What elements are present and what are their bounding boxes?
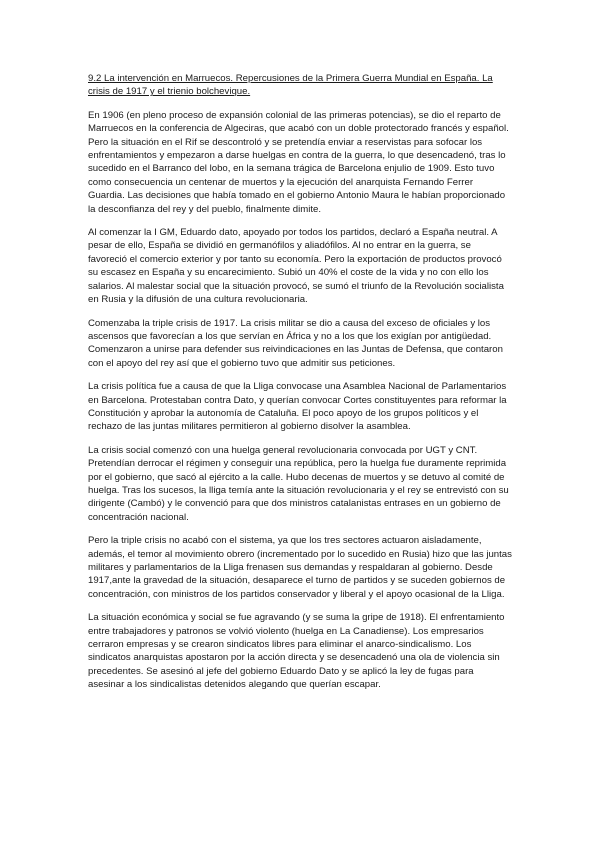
paragraph-crisis-social: La crisis social comenzó con una huelga general revolucionaria convocada por UGT y CNT. Pretendían derrocar el régimen y conseguir una república, pero la huelga fue duramente reprimida por el gobierno, que sacó al ejército a la calle. Hubo decenas de muertos y se detuvo al comité de huelga. Tras los sucesos, la lliga temía ante la situación revolucionaria y el rey se entrevistó con su dirigente (Cambó) y le convenció para que dos ministros catalanistas entrases en un gobierno de concentración nacional. <box>88 444 509 523</box>
section-heading: 9.2 La intervención en Marruecos. Repercusiones de la Primera Guerra Mundial en España. La crisis de 1917 y el trienio bolchevique. <box>88 73 493 98</box>
paragraph-crisis-militar: Comenzaba la triple crisis de 1917. La crisis militar se dio a causa del exceso de oficiales y los ascensos que favorecían a los que servían en África y no a los que los exigían por antigüedad. Comenzaron a unirse para defender sus reivindicaciones en las Juntas de Defensa, que contaron con el apoyo del rey así que el gobierno tuvo que admitir sus peticiones. <box>88 317 503 369</box>
paragraph-crisis-politica: La crisis política fue a causa de que la Lliga convocase una Asamblea Nacional de Parlamentarios en Barcelona. Protestaban contra Dato, y querían convocar Cortes constituyentes para reformar la Constitución y aprobar la autonomía de Cataluña. El poco apoyo de los grupos políticos y el rechazo de las juntas militares permitieron al gobierno disolver la asamblea. <box>88 381 507 433</box>
paragraph-marruecos: En 1906 (en pleno proceso de expansión colonial de las primeras potencias), se dio el reparto de Marruecos en la conferencia de Algeciras, que acabó con un doble protectorado francés y español. Pero la situación en el Rif se descontroló y se pretendía enviar a reservistas para sofocar los enfrentamientos y empezaron a darse huelgas en contra de la guerra, lo que desencadenó, tras lo sucedido en el Barranco del lobo, en la semana trágica de Barcelona enjulio de 1909. Esto tuvo como consecuencia un centenar de muertos y la ejecución del anarquista Fernando Ferrer Guardia. Las decisiones que había tomado en el gobierno Antonio Maura le habían proporcionado la desconfianza del rey y del pueblo, finalmente dimite. <box>88 109 509 215</box>
paragraph-fin-triple-crisis: Pero la triple crisis no acabó con el sistema, ya que los tres sectores actuaron aisladamente, además, el temor al movimiento obrero (incrementado por lo sucedido en Rusia) hizo que las juntas militares y parlamentarios de la Lliga frenasen sus demandas y respaldaran al gobierno. Desde 1917,ante la gravedad de la situación, desaparece el turno de partidos y se suceden gobiernos de concentración, con ministros de los partidos conservador y liberal y el apoyo ocasional de la Lliga. <box>88 535 512 600</box>
paragraph-primera-guerra-mundial: Al comenzar la I GM, Eduardo dato, apoyado por todos los partidos, declaró a España neutral. A pesar de ello, España se dividió en germanófilos y aliadófilos. Al no entrar en la guerra, se favoreció el comercio exterior y por tanto su economía. Pero la exportación de productos provocó su escasez en España y su encarecimiento. Subió un 40% el coste de la vida y no con ello los salarios. Al malestar social que la situación provocó, se sumó el triunfo de la Revolución socialista en Rusia y la difusión de una cultura revolucionaria. <box>88 227 504 306</box>
paragraph-trienio-bolchevique: La situación económica y social se fue agravando (y se suma la gripe de 1918). El enfrentamiento entre trabajadores y patronos se volvió violento (huelga en La Canadiense). Los empresarios cerraron empresas y se crearon sindicatos libres para eliminar el anarco-sindicalismo. Los sindicatos anarquistas apostaron por la acción directa y se desencadenó una ola de violencia sin precedentes. Se asesinó al jefe del gobierno Eduardo Dato y se aplicó la ley de fugas para asesinar a los sindicalistas detenidos alegando que querían escapar. <box>88 612 505 691</box>
document-page <box>88 72 512 702</box>
